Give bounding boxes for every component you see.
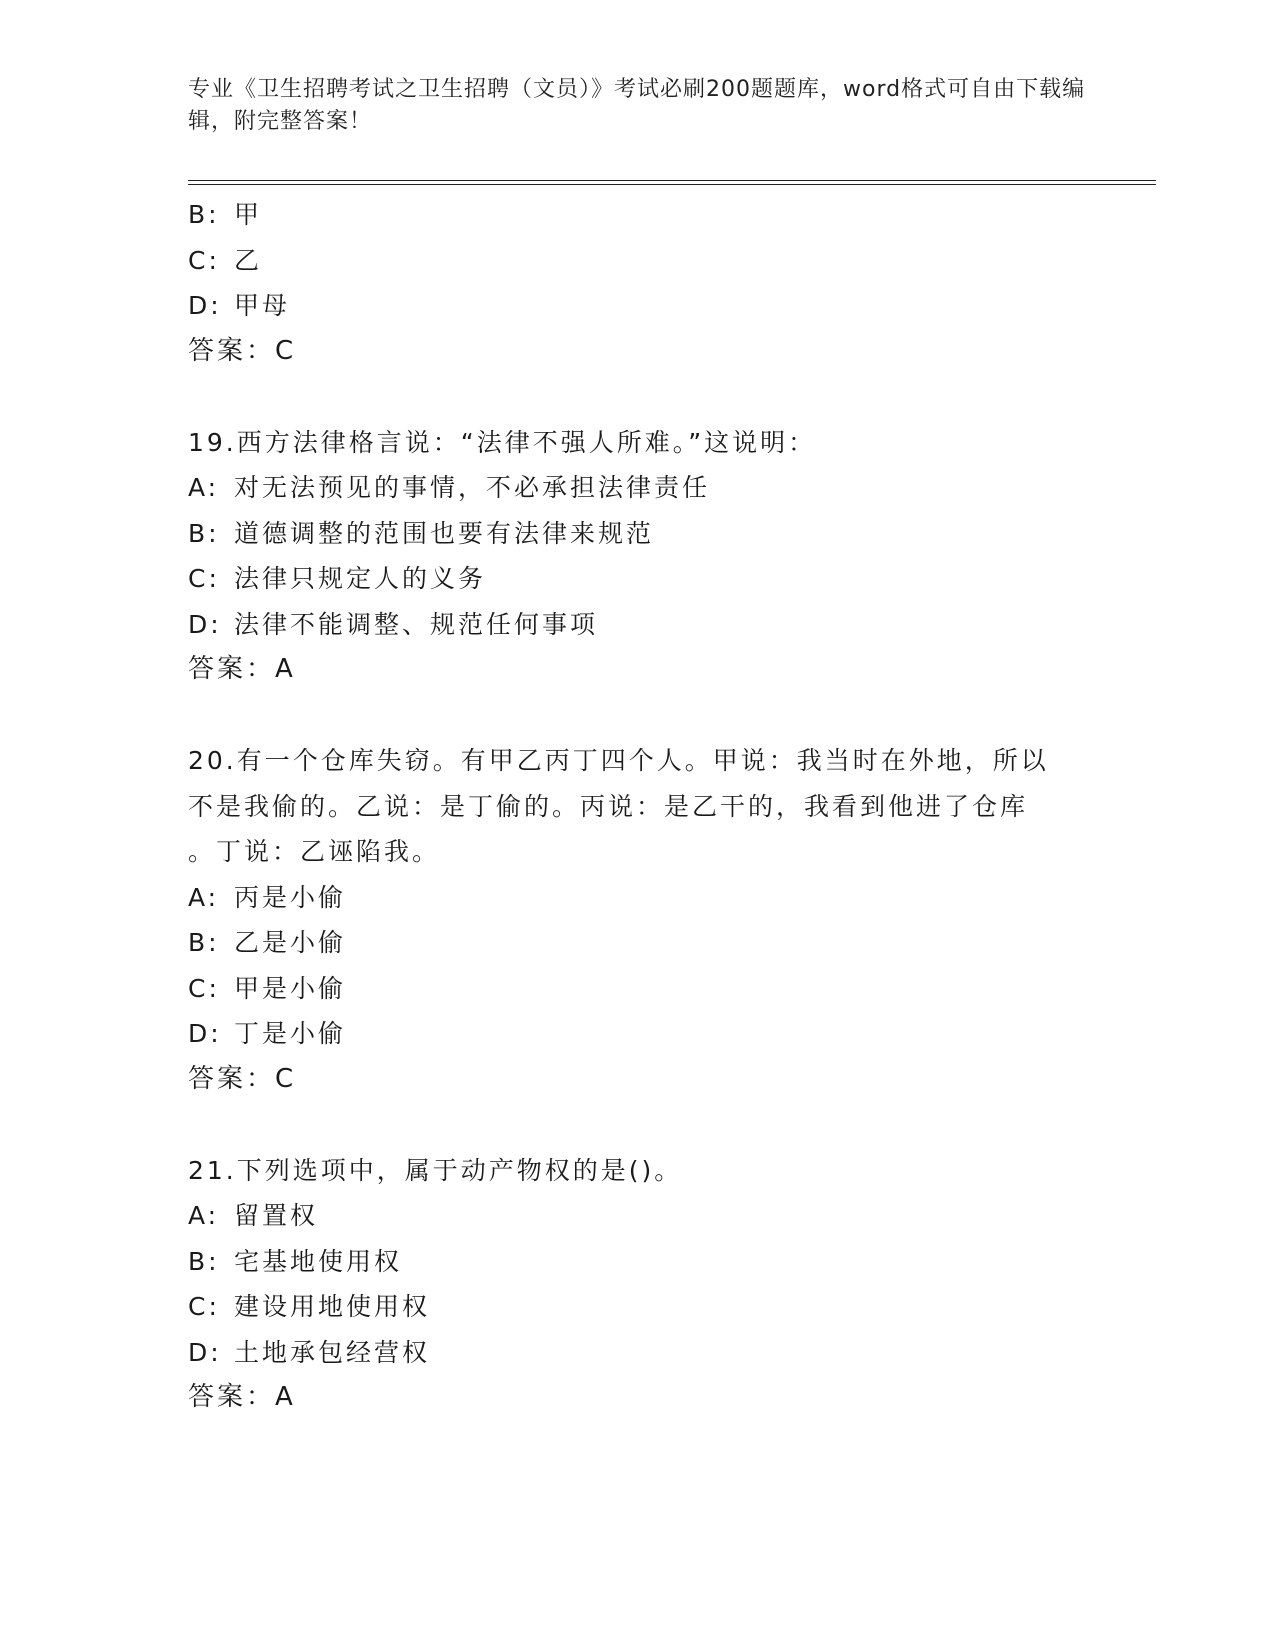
option-c (188, 1284, 1108, 1330)
option-text: 对无法预见的事情，不必承担法律责任 (234, 473, 711, 502)
answer-line: 答案：A (188, 1382, 296, 1412)
option-key: D: (188, 291, 222, 320)
question-text-line-1: 20.有一个仓库失窃。有甲乙丙丁四个人。甲说：我当时在外地，所以 (188, 746, 1049, 775)
option-key: D: (188, 1019, 222, 1048)
option-text: 丁是小偷 (234, 1019, 347, 1048)
option-key: A: (188, 473, 220, 502)
option-d (188, 1011, 1108, 1057)
option-text: 法律只规定人的义务 (234, 564, 487, 593)
option-c (188, 238, 1108, 284)
spacer (188, 374, 1108, 420)
option-text: 法律不能调整、规范任何事项 (234, 609, 599, 639)
option-b (188, 192, 1108, 238)
answer-line: 答案：C (188, 1063, 297, 1094)
option-d (188, 283, 1108, 329)
option-text: 甲是小偷 (234, 973, 347, 1003)
option-key: C: (188, 1292, 220, 1321)
option-b (188, 511, 1108, 557)
header-rule-secondary (188, 184, 1156, 185)
question-text: 21.下列选项中，属于动产物权的是()。 (188, 1155, 683, 1185)
option-key: B: (188, 1246, 220, 1276)
question-list (188, 192, 1108, 1421)
option-c (188, 556, 1108, 602)
option-d (188, 1330, 1108, 1376)
option-text: 乙 (234, 245, 263, 275)
option-text: 宅基地使用权 (234, 1246, 403, 1276)
option-a (188, 465, 1108, 511)
option-d (188, 602, 1108, 648)
answer-line: 答案：A (188, 654, 296, 684)
option-key: D: (188, 609, 222, 639)
question-block (188, 192, 1108, 374)
option-key: A: (188, 882, 220, 912)
option-text: 道德调整的范围也要有法律来规范 (234, 518, 655, 548)
question-text-line-3: 。丁说：乙诬陷我。 (188, 837, 441, 866)
option-b (188, 1239, 1108, 1285)
option-key: A: (188, 1201, 220, 1230)
option-key: B: (188, 200, 220, 229)
option-text: 甲母 (234, 291, 291, 320)
option-key: B: (188, 518, 220, 548)
option-b (188, 920, 1108, 966)
option-text: 建设用地使用权 (234, 1292, 431, 1321)
option-text: 乙是小偷 (234, 928, 347, 957)
option-a (188, 875, 1108, 921)
answer-line: 答案：C (188, 335, 297, 366)
option-text: 丙是小偷 (234, 882, 347, 912)
option-key: D: (188, 1337, 222, 1367)
option-text: 留置权 (234, 1201, 319, 1230)
header-text: 专业《卫生招聘考试之卫生招聘（文员）》考试必刷200题题库，word格式可自由下载编辑，附完整答案！ (188, 77, 1086, 134)
question-text: 19.西方法律格言说：“法律不强人所难。”这说明： (188, 427, 817, 457)
option-key: C: (188, 245, 220, 275)
spacer (188, 693, 1108, 739)
question-block (188, 738, 1108, 1102)
option-text: 甲 (234, 200, 263, 229)
header-rule (188, 180, 1156, 181)
option-key: B: (188, 928, 220, 957)
option-key: C: (188, 973, 220, 1003)
option-c (188, 966, 1108, 1012)
question-block (188, 420, 1108, 693)
question-block (188, 1148, 1108, 1421)
option-a (188, 1193, 1108, 1239)
spacer (188, 1102, 1108, 1148)
option-text: 土地承包经营权 (234, 1337, 431, 1367)
page-header (188, 74, 1088, 138)
question-text-line-2: 不是我偷的。乙说：是丁偷的。丙说：是乙干的，我看到他进了仓库 (188, 791, 1029, 821)
option-key: C: (188, 564, 220, 593)
